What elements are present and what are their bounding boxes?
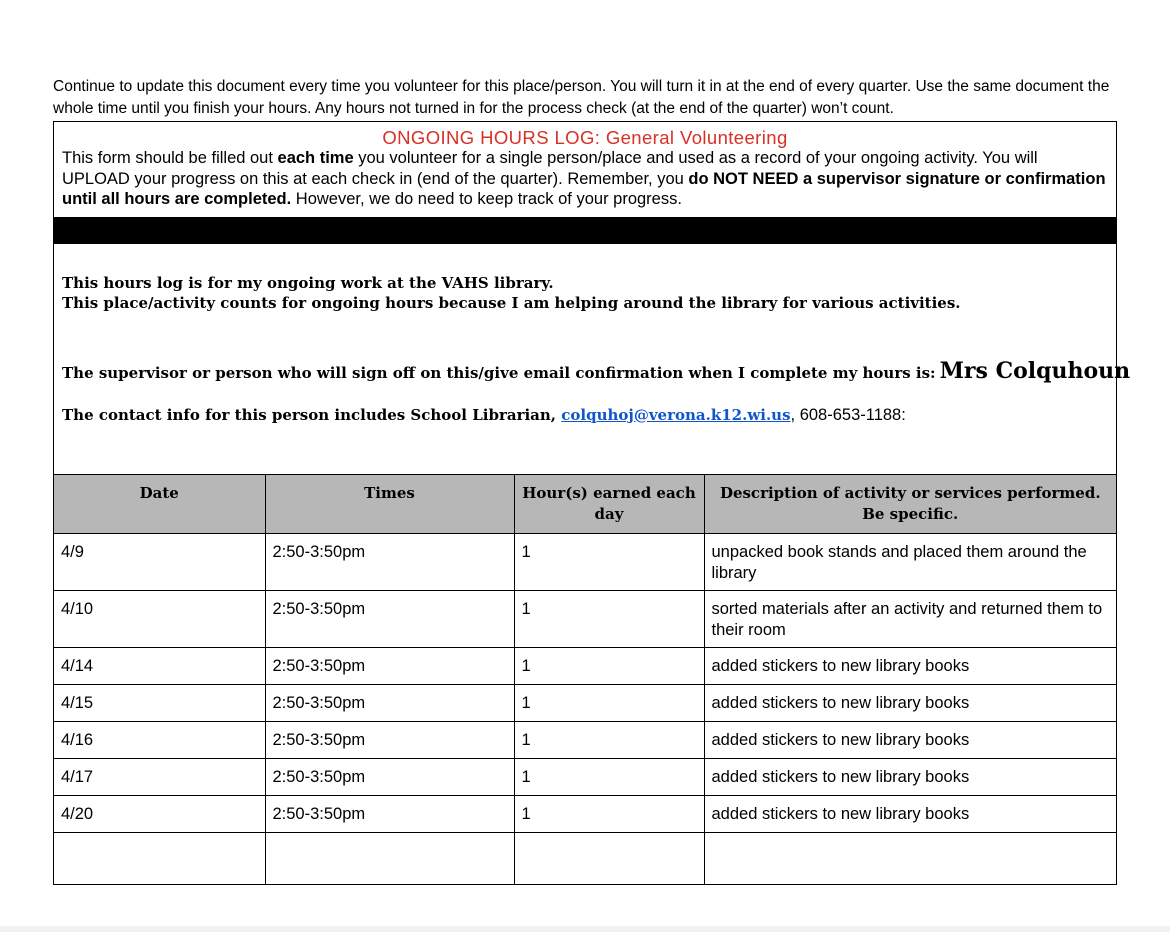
contact-line [62,406,906,425]
cell-date[interactable]: 4/10 [54,590,265,647]
form-desc-bold: each time [277,149,354,167]
cell-hours[interactable]: 1 [514,758,704,795]
cell-date[interactable]: 4/9 [54,533,265,590]
cell-hours[interactable]: 1 [514,647,704,684]
table-row [54,590,1116,647]
header-date: Date [54,475,265,534]
header-hours: Hour(s) earned each day [514,475,704,534]
table-row [54,721,1116,758]
cell-date[interactable]: 4/16 [54,721,265,758]
contact-label: The contact info for this person includes School Librarian, [62,405,562,424]
cell-date[interactable]: 4/20 [54,795,265,832]
black-divider-bar [54,218,1116,244]
table-row [54,647,1116,684]
cell-date[interactable]: 4/14 [54,647,265,684]
supervisor-line [62,358,1130,384]
hours-table [54,475,1116,884]
header-times: Times [265,475,514,534]
cell-description[interactable] [704,832,1116,884]
cell-times[interactable] [265,832,514,884]
form-title: ONGOING HOURS LOG: General Volunteering [382,127,788,148]
cell-times[interactable]: 2:50-3:50pm [265,795,514,832]
table-row [54,533,1116,590]
cell-date[interactable] [54,832,265,884]
cell-description[interactable]: added stickers to new library books [704,795,1116,832]
cell-date[interactable]: 4/17 [54,758,265,795]
form-desc-part: However, we do need to keep track of your progress. [291,190,682,208]
cell-times[interactable]: 2:50-3:50pm [265,684,514,721]
page-bottom-strip [0,926,1170,932]
cell-description[interactable]: sorted materials after an activity and returned them to their room [704,590,1116,647]
cell-times[interactable]: 2:50-3:50pm [265,590,514,647]
form-desc-bold: do NOT NEED a supervisor signature or confirmation until all hours are completed. [62,169,1106,208]
location-line: This hours log is for my ongoing work at the VAHS library. [62,273,554,292]
cell-hours[interactable]: 1 [514,721,704,758]
form-desc-part: you volunteer for a single person/place and used as a record of your ongoing activity. You will UPLOAD your progress on this at each check in (end of the quarter). Remember, you [62,149,1038,188]
cell-times[interactable]: 2:50-3:50pm [265,647,514,684]
supervisor-name: Mrs Colquhoun [939,357,1131,384]
cell-hours[interactable]: 1 [514,590,704,647]
table-row-empty [54,832,1116,884]
form-desc-part: This form should be filled out [62,149,278,167]
cell-date[interactable]: 4/15 [54,684,265,721]
contact-phone: , 608-653-1188: [790,405,906,424]
cell-times[interactable]: 2:50-3:50pm [265,721,514,758]
cell-description[interactable]: added stickers to new library books [704,684,1116,721]
volunteer-info-section [54,244,1131,475]
cell-description[interactable]: unpacked book stands and placed them around the library [704,533,1116,590]
cell-hours[interactable]: 1 [514,795,704,832]
cell-description[interactable]: added stickers to new library books [704,721,1116,758]
cell-hours[interactable]: 1 [514,684,704,721]
cell-hours[interactable] [514,832,704,884]
cell-times[interactable]: 2:50-3:50pm [265,758,514,795]
cell-description[interactable]: added stickers to new library books [704,758,1116,795]
table-row [54,758,1116,795]
table-row [54,795,1116,832]
cell-hours[interactable]: 1 [514,533,704,590]
intro-instructions: Continue to update this document every time you volunteer for this place/person. You will turn it in at the end of every quarter. Use the same document the whole time until you finish your hours. Any hours not turned in for the process check (at the end of the quarter) won’t count. [53,78,1110,117]
header-description: Description of activity or services performed. Be specific. [704,475,1116,534]
form-header [54,122,1116,218]
table-header-row [54,475,1116,534]
hours-log-form [53,121,1131,885]
reason-line: This place/activity counts for ongoing hours because I am helping around the library for various activities. [62,293,961,312]
cell-times[interactable]: 2:50-3:50pm [265,533,514,590]
contact-email-link[interactable]: colquhoj@verona.k12.wi.us [561,405,791,424]
table-row [54,684,1116,721]
supervisor-label: The supervisor or person who will sign off on this/give email confirmation when I complete my hours is: [62,363,936,382]
form-description [62,148,1108,210]
cell-description[interactable]: added stickers to new library books [704,647,1116,684]
